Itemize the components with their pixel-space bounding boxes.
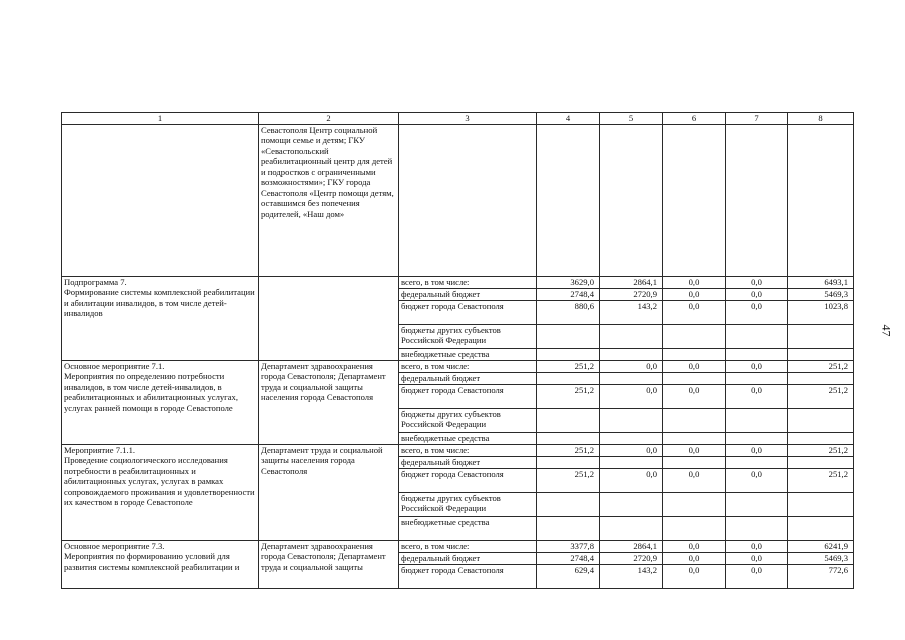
value-cell: 2864,1 (600, 541, 663, 553)
value-cell (663, 457, 726, 469)
funding-source-cell: бюджет города Севастополя (399, 301, 537, 325)
funding-source-cell: федеральный бюджет (399, 289, 537, 301)
value-cell (726, 125, 788, 277)
value-cell: 251,2 (788, 469, 854, 493)
value-cell: 0,0 (663, 469, 726, 493)
value-cell: 0,0 (663, 385, 726, 409)
value-cell (663, 373, 726, 385)
value-cell (663, 325, 726, 349)
value-cell (600, 433, 663, 445)
value-cell (663, 349, 726, 361)
value-cell (726, 409, 788, 433)
value-cell (726, 325, 788, 349)
value-cell (600, 457, 663, 469)
value-cell: 0,0 (663, 361, 726, 373)
value-cell: 0,0 (600, 385, 663, 409)
value-cell (537, 433, 600, 445)
funding-source-cell: бюджеты других субъектов Российской Федерации (399, 493, 537, 517)
value-cell: 0,0 (600, 445, 663, 457)
value-cell (788, 325, 854, 349)
column-number: 4 (537, 113, 600, 125)
funding-source-cell: всего, в том числе: (399, 445, 537, 457)
value-cell: 2720,9 (600, 289, 663, 301)
value-cell (663, 433, 726, 445)
value-cell (788, 493, 854, 517)
value-cell (537, 373, 600, 385)
value-cell (600, 125, 663, 277)
value-cell: 0,0 (726, 277, 788, 289)
value-cell (726, 457, 788, 469)
performer-cell: Департамент труда и социальной защиты населения города Севастополя (259, 445, 399, 541)
value-cell (788, 457, 854, 469)
funding-source-cell: бюджет города Севастополя (399, 565, 537, 589)
value-cell: 0,0 (663, 445, 726, 457)
value-cell (537, 457, 600, 469)
funding-source-cell: бюджеты других субъектов Российской Федерации (399, 325, 537, 349)
value-cell: 0,0 (726, 445, 788, 457)
value-cell: 251,2 (788, 361, 854, 373)
value-cell: 2720,9 (600, 553, 663, 565)
value-cell (537, 349, 600, 361)
funding-source-cell: внебюджетные средства (399, 517, 537, 541)
value-cell (537, 517, 600, 541)
value-cell: 0,0 (726, 553, 788, 565)
funding-source-cell: всего, в том числе: (399, 277, 537, 289)
value-cell (663, 517, 726, 541)
value-cell (788, 433, 854, 445)
value-cell: 0,0 (726, 565, 788, 589)
value-cell: 251,2 (537, 385, 600, 409)
value-cell (788, 349, 854, 361)
value-cell: 0,0 (663, 301, 726, 325)
value-cell: 0,0 (663, 289, 726, 301)
value-cell (726, 433, 788, 445)
value-cell (788, 409, 854, 433)
value-cell (600, 349, 663, 361)
funding-source-cell: бюджеты других субъектов Российской Федерации (399, 409, 537, 433)
value-cell (600, 325, 663, 349)
funding-source-cell: внебюджетные средства (399, 433, 537, 445)
value-cell: 5469,3 (788, 553, 854, 565)
value-cell: 6493,1 (788, 277, 854, 289)
funding-source-cell: бюджет города Севастополя (399, 385, 537, 409)
value-cell: 251,2 (788, 445, 854, 457)
program-name-cell (62, 125, 259, 277)
value-cell (663, 125, 726, 277)
column-number: 2 (259, 113, 399, 125)
value-cell: 143,2 (600, 301, 663, 325)
value-cell: 0,0 (663, 541, 726, 553)
value-cell (726, 493, 788, 517)
value-cell: 6241,9 (788, 541, 854, 553)
funding-source-cell: федеральный бюджет (399, 373, 537, 385)
value-cell (537, 409, 600, 433)
table-row (62, 361, 854, 373)
funding-source-cell: федеральный бюджет (399, 553, 537, 565)
table-row (62, 541, 854, 553)
funding-source-cell: федеральный бюджет (399, 457, 537, 469)
value-cell (600, 373, 663, 385)
program-name-cell: Основное мероприятие 7.3. Мероприятия по формированию условий для развития системы комплексной реабилитации и (62, 541, 259, 589)
value-cell: 0,0 (726, 385, 788, 409)
column-number: 5 (600, 113, 663, 125)
column-number: 6 (663, 113, 726, 125)
column-number: 1 (62, 113, 259, 125)
page-number: 47 (879, 324, 894, 337)
value-cell: 0,0 (663, 277, 726, 289)
budget-table (61, 112, 854, 589)
value-cell (663, 493, 726, 517)
value-cell: 0,0 (726, 361, 788, 373)
value-cell (600, 517, 663, 541)
column-number: 8 (788, 113, 854, 125)
value-cell: 629,4 (537, 565, 600, 589)
value-cell: 3629,0 (537, 277, 600, 289)
continuation-row (62, 125, 854, 277)
value-cell: 0,0 (726, 289, 788, 301)
value-cell: 0,0 (663, 553, 726, 565)
value-cell (600, 493, 663, 517)
value-cell: 143,2 (600, 565, 663, 589)
value-cell: 772,6 (788, 565, 854, 589)
value-cell: 0,0 (600, 361, 663, 373)
program-name-cell: Подпрограмма 7. Формирование системы комплексной реабилитации и абилитации инвалидов, в том числе детей-инвалидов (62, 277, 259, 361)
funding-source-cell: всего, в том числе: (399, 361, 537, 373)
value-cell: 2748,4 (537, 553, 600, 565)
value-cell: 5469,3 (788, 289, 854, 301)
column-number-row (62, 113, 854, 125)
value-cell (788, 373, 854, 385)
value-cell: 251,2 (537, 445, 600, 457)
value-cell: 0,0 (663, 565, 726, 589)
value-cell (726, 517, 788, 541)
value-cell (663, 409, 726, 433)
value-cell: 2748,4 (537, 289, 600, 301)
value-cell: 880,6 (537, 301, 600, 325)
value-cell: 251,2 (537, 469, 600, 493)
value-cell: 251,2 (788, 385, 854, 409)
value-cell: 1023,8 (788, 301, 854, 325)
value-cell (537, 125, 600, 277)
funding-source-cell: бюджет города Севастополя (399, 469, 537, 493)
value-cell (537, 493, 600, 517)
value-cell (788, 125, 854, 277)
program-name-cell: Мероприятие 7.1.1. Проведение социологического исследования потребности в реабилитационных и абилитационных услугах, услугах в рамках сопровождаемого проживания и удовлетворенности их качеством в городе Севастополе (62, 445, 259, 541)
column-number: 3 (399, 113, 537, 125)
value-cell (600, 409, 663, 433)
program-name-cell: Основное мероприятие 7.1. Мероприятия по определению потребности инвалидов, в том числе детей-инвалидов, в реабилитационных и абилитационных услугах, услугах ранней помощи в городе Севастополе (62, 361, 259, 445)
value-cell (788, 517, 854, 541)
value-cell: 0,0 (726, 541, 788, 553)
source-cell (399, 125, 537, 277)
value-cell: 251,2 (537, 361, 600, 373)
performer-cell: Департамент здравоохранения города Севастополя; Департамент труда и социальной защиты населения города Севастополя (259, 361, 399, 445)
funding-source-cell: внебюджетные средства (399, 349, 537, 361)
table-row (62, 277, 854, 289)
value-cell: 0,0 (726, 469, 788, 493)
value-cell: 0,0 (726, 301, 788, 325)
value-cell: 3377,8 (537, 541, 600, 553)
value-cell (726, 349, 788, 361)
table-row (62, 445, 854, 457)
column-number: 7 (726, 113, 788, 125)
value-cell: 0,0 (600, 469, 663, 493)
value-cell: 2864,1 (600, 277, 663, 289)
performer-cell: Севастополя Центр социальной помощи семье и детям; ГКУ «Севастопольский реабилитационный центр для детей и подростков с ограниченными возможностями»; ГКУ города Севастополя «Центр помощи детям, оставшимся без попечения родителей, «Наш дом» (259, 125, 399, 277)
funding-source-cell: всего, в том числе: (399, 541, 537, 553)
value-cell (537, 325, 600, 349)
performer-cell: Департамент здравоохранения города Севастополя; Департамент труда и социальной защиты (259, 541, 399, 589)
value-cell (726, 373, 788, 385)
performer-cell (259, 277, 399, 361)
